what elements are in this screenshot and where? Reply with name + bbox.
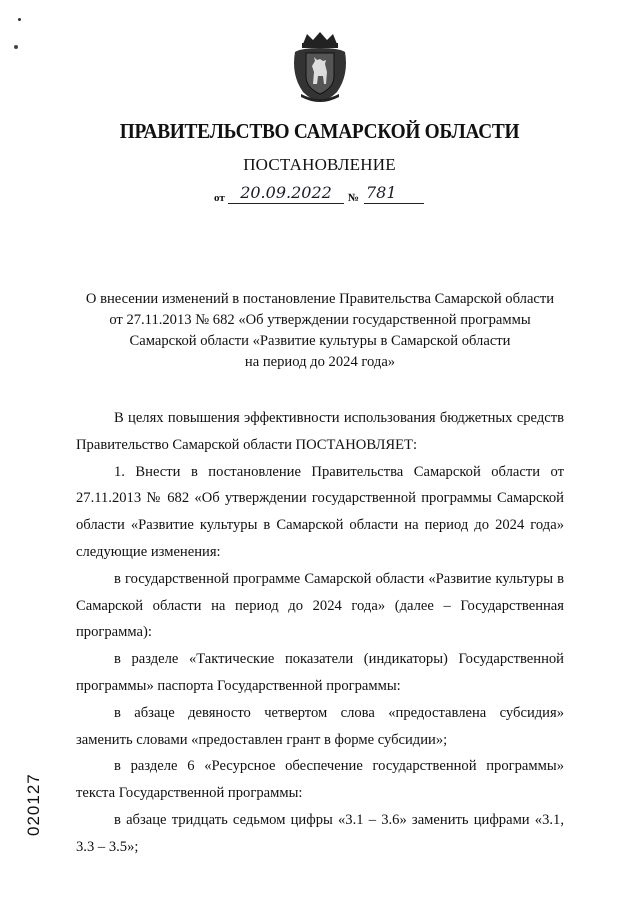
number-prefix: № (348, 192, 360, 204)
document-type: ПОСТАНОВЛЕНИЕ (243, 155, 396, 174)
body-paragraph: в государственной программе Самарской области «Развитие культуры в Самарской области на период до 2024 года» (далее – Государственная программа): (76, 570, 564, 641)
coat-of-arms-icon (289, 30, 351, 104)
document-body (76, 405, 564, 861)
scan-speck (14, 45, 18, 49)
date-underline (228, 203, 344, 204)
date-number-line (214, 183, 424, 207)
date-prefix: от (214, 192, 225, 204)
body-paragraph: в абзаце девяносто четвертом слова «предоставлена субсидия» заменить словами «предоставлен грант в форме субсидии»; (76, 704, 564, 748)
body-paragraph: в абзаце тридцать седьмом цифры «3.1 – 3.6» заменить цифрами «3.1, 3.3 – 3.5»; (76, 811, 564, 855)
subject-line: от 27.11.2013 № 682 «Об утверждении государственной программы (109, 312, 531, 328)
subject-line: на период до 2024 года» (244, 354, 396, 370)
government-title: ПРАВИТЕЛЬСТВО САМАРСКОЙ ОБЛАСТИ (119, 119, 520, 143)
body-paragraph: в разделе «Тактические показатели (индикаторы) Государственной программы» паспорта Государственной программы: (76, 651, 564, 694)
body-paragraph: 1. Внести в постановление Правительства Самарской области от 27.11.2013 № 682 «Об утверждении государственной программы Самарской области «Развитие культуры в Самарской области на период до 2024 года» следующие изменения: (76, 463, 564, 560)
date-value: 20.09.2022 (240, 183, 332, 202)
number-value: 781 (366, 183, 397, 202)
subject-line: О внесении изменений в постановление Правительства Самарской области (85, 291, 555, 307)
subject-line: Самарской области «Развитие культуры в Самарской области (129, 333, 511, 349)
document-subject (70, 289, 570, 373)
scan-speck (18, 18, 21, 21)
body-paragraph: В целях повышения эффективности использования бюджетных средств Правительство Самарской области ПОСТАНОВЛЯЕТ: (76, 410, 564, 453)
body-paragraph: в разделе 6 «Ресурсное обеспечение государственной программы» текста Государственной программы: (76, 758, 564, 802)
side-registration-number: 020127 (24, 773, 43, 836)
number-underline (364, 203, 424, 204)
